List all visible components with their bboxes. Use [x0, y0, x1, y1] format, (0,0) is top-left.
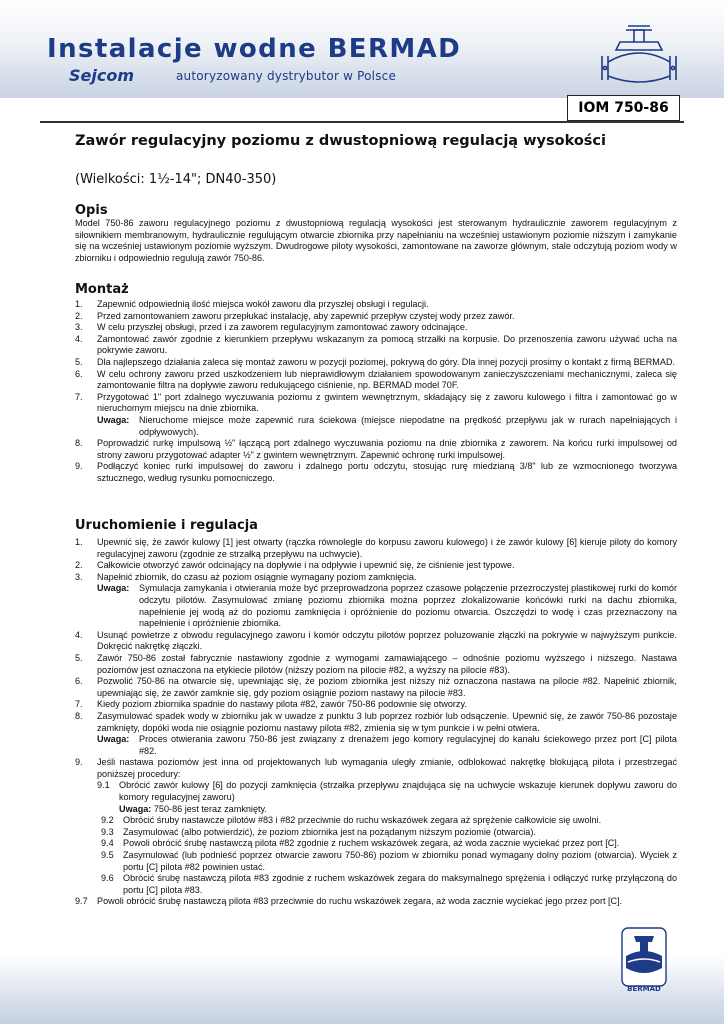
section-opis-text: Model 750-86 zaworu regulacyjnego poziomu z dwustopniową regulacją wysokości jest sterowanym hydraulicznie zaworem regulacyjnym z siłownikiem membranowym, hydraulicznie regulującym otwarcie zbiornika przy napełnianiu na wcześniej ustawionym poziomie niższym i zamykanie się na wcześniej ustawionym poziomie wyższym. Dwudrogowe piloty wysokości, zamontowane na zaworze głównym, stale odczytują poziom wody w zbiorniku i odpowiednio regulują zawór 750-86. — [75, 218, 677, 263]
sub-list-item: 9.5 Zasymulować (lub podnieść poprzez otwarcie zaworu 750-86) poziom w zbiorniku ponad wymagany dolny poziom (otwarcia). Wyciek z portu [C] pilota #82 powinien ustać. — [101, 850, 677, 872]
uruchomienie-list — [75, 537, 677, 908]
list-item: 3. W celu przyszłej obsługi, przed i za zaworem regulacyjnym zamontować zawory odcinające. — [75, 322, 468, 333]
uruchomienie-note-3: Uwaga: Symulacja zamykania i otwierania może być przeprowadzona poprzez czasowe połączenie przezroczystej plastikowej rurki do komór odczytu pilotów. Zasymulować zmianę poziomu zbiornika można poprzez zlokalizowanie końcówki rurki na dachu zbiornika, napełnienie jej wodą aż do poziomu zamknięcia i opróżnienie do poziomu otwarcia. Oszczędzi to wodę i czas przeznaczony na napełnienie i opróżnienie zbiornika. — [97, 583, 677, 629]
document-code: IOM 750-86 — [567, 95, 680, 121]
document-sizes: (Wielkości: 1½-14"; DN40-350) — [75, 172, 277, 187]
list-item: 1. Upewnić się, że zawór kulowy [1] jest otwarty (rączka równolegle do korpusu zaworu kulowego) i że zawór kulowy [6] kieruje piloty do komory regulacyjnej zaworu (zgodnie ze strzałką przepływu na uchwycie). — [75, 537, 677, 559]
brand-name: Sejcom — [69, 66, 135, 85]
section-uruchomienie-heading: Uruchomienie i regulacja — [75, 518, 258, 533]
montaz-list — [75, 299, 677, 485]
list-item: 8. Poprowadzić rurkę impulsową ½" łączącą port zdalnego wyczuwania poziomu na dnie zbiornika z zaworem. Na końcu rurki impulsowej od strony zaworu przygotować adapter ½" z gwintem wewnętrznym. Zapewnić ochronę rurki impulsowej. — [75, 438, 677, 460]
list-item: 4. Zamontować zawór zgodnie z kierunkiem przepływu wskazanym za pomocą strzałki na korpusie. Do przenoszenia zaworu używać ucha na pokrywie zaworu. — [75, 333, 677, 356]
sub-list-item: 9.1 Obrócić zawór kulowy [6] do pozycji zamknięcia (strzałka przepływu znajdująca się na uchwycie wskazuje kierunek dopływu zaworu do komory regulacyjnej zaworu) — [97, 780, 677, 803]
header-subtitle: autoryzowany dystrybutor w Polsce — [176, 69, 397, 83]
sub-list-item: 9.2 Obrócić śruby nastawcze pilotów #83 i #82 przeciwnie do ruchu wskazówek zegara aż sprężenie całkowicie się uwolni. — [101, 815, 602, 826]
sub-list-item: 9.3 Zasymulować (albo potwierdzić), że poziom zbiornika jest na pożądanym niższym poziomie (otwarcia). — [101, 826, 536, 837]
list-item: 5. Dla najlepszego działania zaleca się montaż zaworu w pozycji poziomej, pokrywą do góry. Dla innej pozycji prosimy o kontakt z firmą BERMAD. — [75, 356, 676, 367]
list-item: 1. Zapewnić odpowiednią ilość miejsca wokół zaworu dla przyszłej obsługi i regulacji. — [75, 299, 429, 309]
valve-icon — [594, 14, 684, 94]
list-item: 2. Całkowicie otworzyć zawór odcinający na dopływie i na odpływie i upewnić się, że ciśnienie jest typowe. — [75, 560, 515, 571]
list-item: 6. W celu ochrony zaworu przed uszkodzeniem lub nieprawidłowym działaniem spowodowanym zanieczyszczeniami mechanicznymi, zaleca się zamontowanie filtra na dopływie zaworu redukującego ciśnienie, np. BERMAD model 70F. — [75, 368, 677, 391]
document-title: Zawór regulacyjny poziomu z dwustopniową regulacją wysokości — [75, 133, 606, 149]
sub-list-item: 9.6 Obrócić śrubę nastawczą pilota #83 zgodnie z ruchem wskazówek zegara do maksymalnego sprężenia i odłączyć rurkę przyłączoną do portu [C] pilota #83. — [101, 873, 677, 895]
uruchomienie-note-8: Uwaga: Proces otwierania zaworu 750-86 jest związany z drenażem jego komory regulacyjnej do kanału ściekowego przez port [C] pilota #82. — [97, 734, 677, 756]
section-montaz-heading: Montaż — [75, 282, 129, 297]
list-item: 9. Jeśli nastawa poziomów jest inna od projektowanych lub wymagania uległy zmianie, odblokować nakrętkę blokującą pilota i przestrzegać poniższej procedury: — [75, 757, 677, 779]
header-title: Instalacje wodne BERMAD — [47, 34, 462, 64]
section-opis-heading: Opis — [75, 203, 108, 218]
header-rule — [40, 121, 684, 123]
sub-list-item: 9.4 Powoli obrócić śrubę nastawczą pilota #82 zgodnie z ruchem wskazówek zegara, aż woda zacznie wyciekać przez port [C]. — [101, 838, 620, 849]
list-item: 7. Kiedy poziom zbiornika spadnie do nastawy pilota #82, zawór 750-86 podownie się otworzy. — [75, 699, 467, 710]
list-item: 7. Przygotować 1" port zdalnego wyczuwania poziomu z gwintem wewnętrznym, składający się z zaworu kulowego i filtra i zamontować go w nieruchomym miejscu na dnie zbiornika. — [75, 391, 677, 414]
list-item: 5. Zawór 750-86 został fabrycznie nastawiony zgodnie z wymogami zamawiającego – odnośnie poziomu wyższego i niższego. Nastawa poziomów jest oznaczona na etykiecie pilotów (niższy poziom na pilocie #82, a wyższy na pilocie #83). — [75, 652, 677, 675]
list-item: 3. Napełnić zbiornik, do czasu aż poziom osiągnie wymagany poziom zamknięcia. — [75, 571, 417, 582]
list-item: 9. Podłączyć koniec rurki impulsowej do zaworu i zdalnego portu odczytu, stosując rurę miedzianą 3/8" lub ze wzmocnionego tworzywa sztucznego, według rysunku pomocniczego. — [75, 461, 677, 483]
footer-logo-text: BERMAD — [627, 985, 661, 993]
sub-list-item: 9.7 Powoli obrócić śrubę nastawczą pilota #83 przeciwnie do ruchu wskazówek zegara, aż woda zacznie wyciekać jego przez port [C]. — [75, 896, 623, 907]
sub-note: Uwaga: 750-86 jest teraz zamknięty. — [119, 803, 267, 814]
list-item: 8. Zasymulować spadek wody w zbiorniku jak w uwadze z punktu 3 lub poprzez rozbiór lub odsączenie. Upewnić się, że zawór 750-86 pozostaje zamknięty, dopóki woda nie osiągnie poziomu nastawy pilota #82, zmienia się w tym punkcie i w pełni otwiera. — [75, 710, 677, 733]
bermad-logo-icon — [608, 922, 680, 988]
list-item: 4. Usunąć powietrze z obwodu regulacyjnego zaworu i komór odczytu pilotów poprzez poluzowanie złączki na pokrywie w najwyższym punkcie. Dokręcić nakrętkę złączki. — [75, 629, 677, 652]
montaz-note: Uwaga: Nieruchome miejsce może zapewnić rura ściekowa (miejsce niepodatne na prędkość przepływu jak w rurach napełniających i odpływowych). — [97, 414, 677, 437]
list-item: 2. Przed zamontowaniem zaworu przepłukać instalację, aby zapewnić przepływ czystej wody przez zawór. — [75, 310, 515, 321]
list-item: 6. Pozwolić 750-86 na otwarcie się, upewniając się, że poziom zbiornika jest niższy niż oznaczona nastawa na pilocie #82. Napełnić zbiornik, upewniając się, że zawór zamknie się, gdy poziom osiągnie poziom nastawy na pilocie #83. — [75, 676, 677, 698]
